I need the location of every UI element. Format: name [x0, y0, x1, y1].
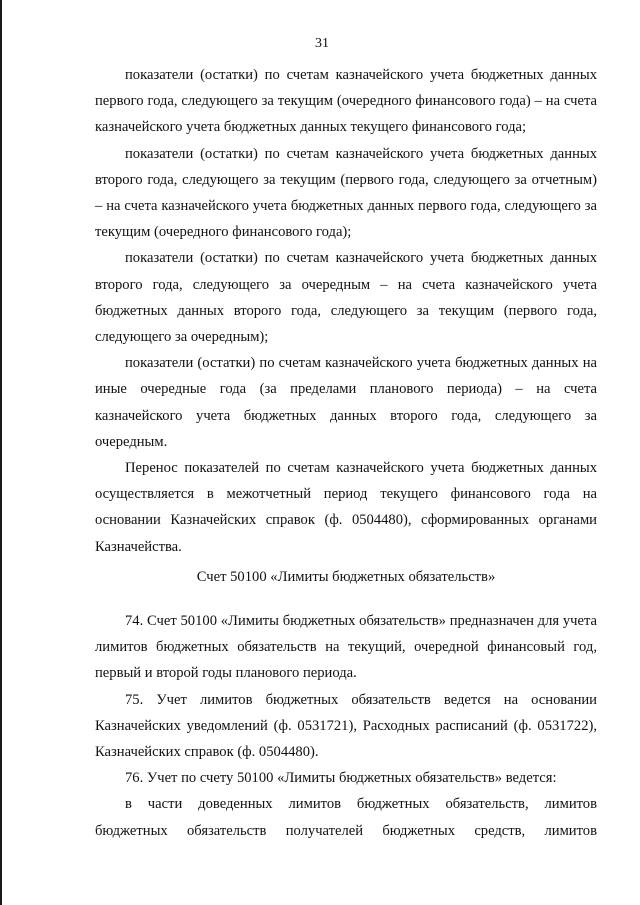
paragraph-balances-second-year-current: показатели (остатки) по счетам казначейского учета бюджетных данных второго года, следующего за текущим (первого года, следующего за отчетным) – на счета казначейского учета бюджетных данных первого года, следующего за текущим (очередного финансового года);: [95, 145, 597, 241]
paragraph-balances-first-year: показатели (остатки) по счетам казначейского учета бюджетных данных первого года, следующего за текущим (очередного финансового года) – на счета казначейского учета бюджетных данных текущего финансового года;: [95, 67, 597, 136]
paragraph-balances-other-years: показатели (остатки) по счетам казначейского учета бюджетных данных на иные очередные года (за пределами планового периода) – на счета казначейского учета бюджетных данных второго года, следующего за очередным.: [95, 355, 597, 450]
section-heading: Счет 50100 «Лимиты бюджетных обязательств»: [196, 568, 496, 585]
clause-76-continuation: в части доведенных лимитов бюджетных обязательств, лимитов бюджетных обязательств получателей бюджетных средств, лимитов: [95, 796, 597, 839]
document-body: [95, 62, 597, 844]
clause-75: 75. Учет лимитов бюджетных обязательств ведется на основании Казначейских уведомлений (ф. 0531721), Расходных расписаний (ф. 0531722), Казначейских справок (ф. 0504480).: [95, 691, 597, 761]
clause-74: 74. Счет 50100 «Лимиты бюджетных обязательств» предназначен для учета лимитов бюджетных обязательств на текущий, очередной финансовый год, первый и второй годы планового периода.: [95, 613, 597, 682]
clause-76: 76. Учет по счету 50100 «Лимиты бюджетных обязательств» ведется:: [125, 770, 557, 787]
page-number: 31: [315, 36, 329, 51]
paragraph-balances-second-year-next: показатели (остатки) по счетам казначейского учета бюджетных данных второго года, следующего за очередным – на счета казначейского учета бюджетных данных второго года, следующего за текущим (первого года, следующего за очередным);: [95, 250, 597, 346]
paragraph-transfer-basis: Перенос показателей по счетам казначейского учета бюджетных данных осуществляется в межотчетный период текущего финансового года на основании Казначейских справок (ф. 0504480), сформированных органами Казначейства.: [95, 460, 597, 555]
